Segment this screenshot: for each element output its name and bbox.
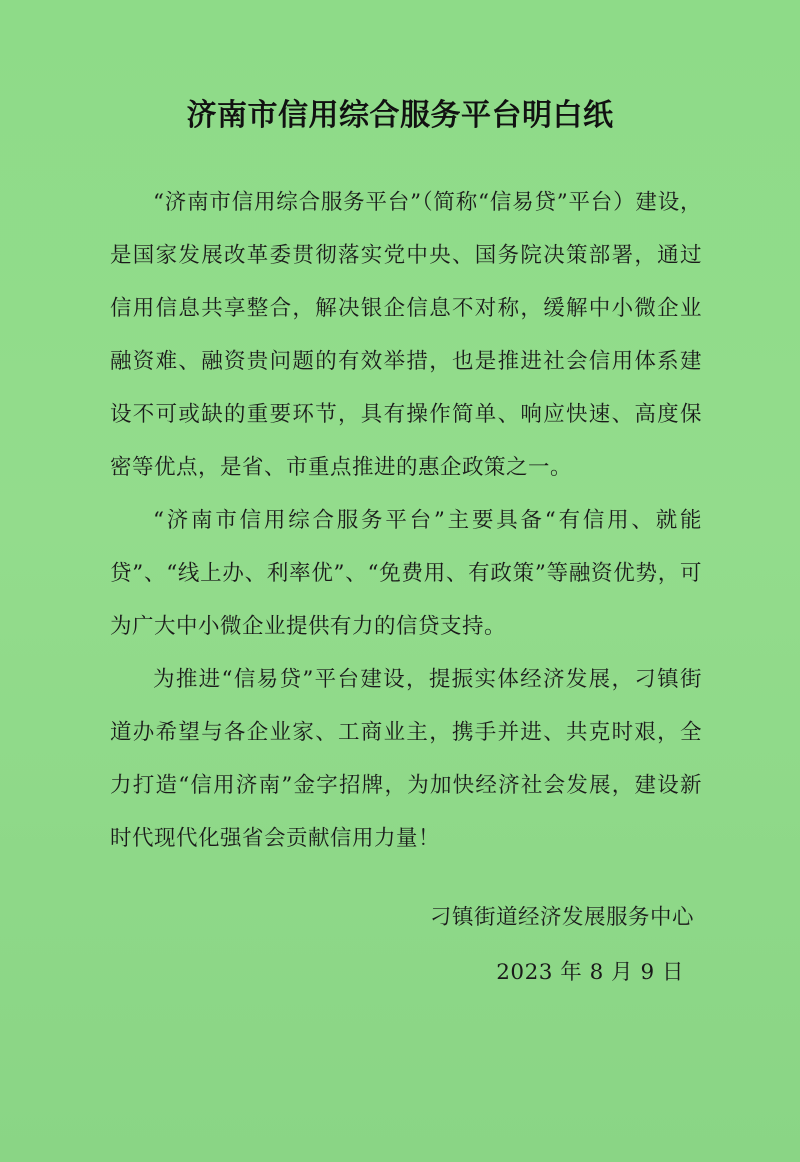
paragraph-2: “济南市信用综合服务平台”主要具备“有信用、就能贷”、“线上办、利率优”、“免费用、有政策”等融资优势，可为广大中小微企业提供有力的信贷支持。 bbox=[110, 508, 702, 639]
document-title: 济南市信用综合服务平台明白纸 bbox=[186, 98, 614, 133]
paragraph-3: 为推进“信易贷”平台建设，提振实体经济发展，刁镇街道办希望与各企业家、工商业主，携手并进、共克时艰，全力打造“信用济南”金字招牌，为加快经济社会发展，建设新时代现代化强省会贡献信用力量！ bbox=[110, 667, 702, 851]
paragraph-1: “济南市信用综合服务平台”（简称“信易贷”平台）建设，是国家发展改革委贯彻落实党中央、国务院决策部署，通过信用信息共享整合，解决银企信息不对称，缓解中小微企业融资难、融资贵问题的有效举措，也是推进社会信用体系建设不可或缺的重要环节，具有操作简单、响应快速、高度保密等优点，是省、市重点推进的惠企政策之一。 bbox=[110, 190, 702, 480]
signature-date: 2023 年 8 月 9 日 bbox=[496, 960, 684, 985]
document-body bbox=[110, 176, 702, 865]
signature-organization: 刁镇街道经济发展服务中心 bbox=[429, 905, 694, 930]
